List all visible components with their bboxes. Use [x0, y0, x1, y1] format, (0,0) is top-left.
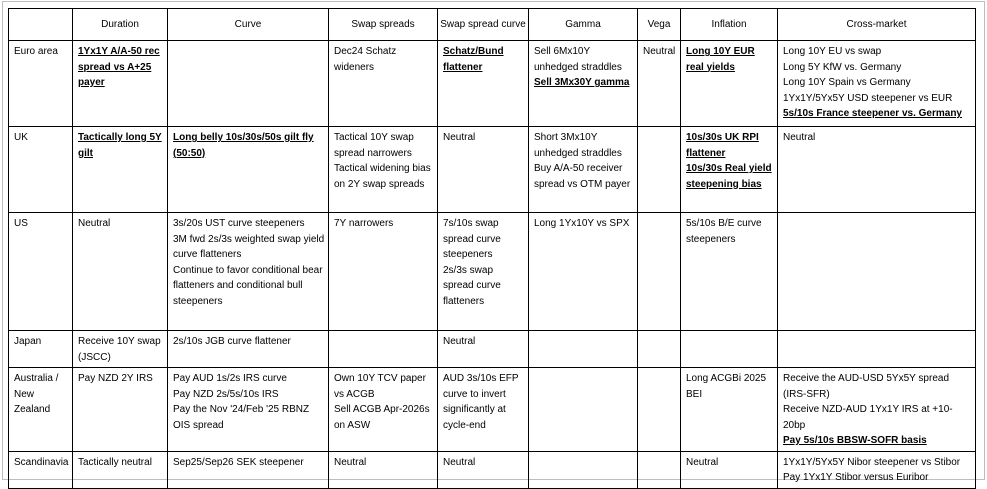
- cell-line: Tactically long 5Y gilt: [78, 132, 162, 159]
- cell-curve: [168, 451, 329, 488]
- cell-curve: [168, 368, 329, 452]
- cell-line: 5s/10s France steepener vs. Germany: [783, 108, 962, 119]
- table-row: [9, 368, 976, 452]
- cell-line: Dec24 Schatz wideners: [334, 46, 397, 73]
- header-row: [9, 9, 976, 41]
- cell-line: Own 10Y TCV paper vs ACGB: [334, 373, 426, 400]
- cell-line: Pay the Nov '24/Feb '25 RBNZ OIS spread: [173, 404, 310, 431]
- cell-line: Long belly 10s/30s/50s gilt fly (50:50): [173, 132, 314, 159]
- cell-cross-market: [778, 213, 976, 331]
- table-row: [9, 41, 976, 127]
- column-header: Swap spreads: [329, 9, 438, 41]
- cell-line: Tactically neutral: [78, 456, 152, 468]
- cell-line: Pay 1Yx1Y Stibor versus Euribor: [783, 472, 929, 483]
- cell-vega: [638, 213, 681, 331]
- cell-duration: [73, 127, 168, 213]
- cell-swap-spread-curve: [438, 41, 529, 127]
- cell-curve: [168, 213, 329, 331]
- cell-line: Sep25/Sep26 SEK steepener: [173, 456, 304, 468]
- cell-duration: [73, 331, 168, 368]
- cell-line: 1Yx1Y A/A-50 rec spread vs A+25 payer: [78, 46, 160, 88]
- column-header: Curve: [168, 9, 329, 41]
- cell-gamma: [529, 127, 638, 213]
- cell-line: Neutral: [78, 218, 111, 229]
- cell-swap-spreads: [329, 368, 438, 452]
- recommendations-table: [8, 8, 976, 489]
- cell-line: 7s/10s swap spread curve steepeners: [443, 218, 501, 260]
- column-header: Cross-market: [778, 9, 976, 41]
- cell-line: Buy A/A-50 receiver spread vs OTM payer: [534, 163, 631, 190]
- cell-gamma: [529, 368, 638, 452]
- cell-line: 1Yx1Y/5Yx5Y USD steepener vs EUR: [783, 92, 953, 104]
- cell-line: Sell 6Mx10Y unhedged straddles: [534, 46, 622, 73]
- cell-inflation: [681, 331, 778, 368]
- region-cell: Japan: [9, 331, 73, 368]
- cell-curve: [168, 127, 329, 213]
- cell-swap-spreads: [329, 127, 438, 213]
- cell-gamma: [529, 331, 638, 368]
- cell-line: Neutral: [334, 456, 367, 468]
- cell-line: Neutral: [443, 336, 476, 347]
- cell-swap-spreads: [329, 331, 438, 368]
- cell-line: Tactical widening bias on 2Y swap spreads: [334, 163, 431, 190]
- table-row: [9, 127, 976, 213]
- cell-line: 2s/3s swap spread curve flatteners: [443, 264, 501, 307]
- cell-line: Pay NZD 2s/5s/10s IRS: [173, 388, 279, 400]
- cell-line: Sell 3Mx30Y gamma: [534, 77, 630, 88]
- cell-line: Short 3Mx10Y unhedged straddles: [534, 132, 622, 159]
- cell-line: Pay AUD 1s/2s IRS curve: [173, 373, 287, 384]
- cell-line: 10s/30s Real yield steepening bias: [686, 163, 772, 190]
- cell-cross-market: [778, 127, 976, 213]
- cell-gamma: [529, 451, 638, 488]
- cell-duration: [73, 213, 168, 331]
- cell-line: 3M fwd 2s/3s weighted swap yield curve flatteners: [173, 233, 325, 260]
- cell-line: Receive 10Y swap (JSCC): [78, 336, 161, 363]
- cell-duration: [73, 368, 168, 452]
- cell-line: 10s/30s UK RPI flattener: [686, 132, 759, 159]
- cell-swap-spread-curve: [438, 451, 529, 488]
- cell-swap-spreads: [329, 451, 438, 488]
- cell-line: Receive NZD-AUD 1Yx1Y IRS at +10-20bp: [783, 404, 953, 431]
- region-cell: Scandinavia: [9, 451, 73, 488]
- cell-line: AUD 3s/10s EFP curve to invert significantly at cycle-end: [443, 373, 519, 431]
- cell-curve: [168, 41, 329, 127]
- cell-inflation: [681, 127, 778, 213]
- cell-swap-spread-curve: [438, 127, 529, 213]
- cell-inflation: [681, 41, 778, 127]
- table-row: [9, 451, 976, 488]
- cell-line: Long 5Y KfW vs. Germany: [783, 61, 902, 73]
- cell-curve: [168, 331, 329, 368]
- column-header: Gamma: [529, 9, 638, 41]
- cell-swap-spread-curve: [438, 368, 529, 452]
- column-header: Duration: [73, 9, 168, 41]
- cell-vega: [638, 127, 681, 213]
- region-cell: UK: [9, 127, 73, 213]
- cell-line: Long 10Y Spain vs Germany: [783, 77, 911, 88]
- cell-line: Tactical 10Y swap spread narrowers: [334, 132, 414, 159]
- cell-line: Long 10Y EUR real yields: [686, 46, 755, 73]
- cell-duration: [73, 451, 168, 488]
- cell-line: Pay 5s/10s BBSW-SOFR basis: [783, 435, 927, 446]
- cell-line: 7Y narrowers: [334, 218, 394, 229]
- cell-cross-market: [778, 368, 976, 452]
- cell-inflation: [681, 368, 778, 452]
- cell-inflation: [681, 451, 778, 488]
- cell-line: Continue to favor conditional bear flatteners and conditional bull steepeners: [173, 264, 323, 307]
- cell-vega: [638, 451, 681, 488]
- cell-line: Long ACGBi 2025 BEI: [686, 373, 767, 400]
- cell-swap-spreads: [329, 41, 438, 127]
- cell-swap-spreads: [329, 213, 438, 331]
- cell-line: Neutral: [443, 456, 476, 468]
- region-column-header: [9, 9, 73, 41]
- cell-duration: [73, 41, 168, 127]
- cell-line: Long 1Yx10Y vs SPX: [534, 218, 630, 229]
- column-header: Inflation: [681, 9, 778, 41]
- cell-line: 2s/10s JGB curve flattener: [173, 336, 291, 347]
- cell-line: Neutral: [686, 456, 719, 468]
- cell-line: Long 10Y EU vs swap: [783, 46, 882, 57]
- region-cell: Australia / New Zealand: [9, 368, 73, 452]
- table-row: [9, 331, 976, 368]
- cell-line: 5s/10s B/E curve steepeners: [686, 218, 762, 245]
- cell-swap-spread-curve: [438, 331, 529, 368]
- cell-line: Schatz/Bund flattener: [443, 46, 504, 73]
- cell-line: 1Yx1Y/5Yx5Y Nibor steepener vs Stibor: [783, 456, 961, 468]
- region-cell: Euro area: [9, 41, 73, 127]
- cell-line: Receive the AUD-USD 5Yx5Y spread (IRS-SFR): [783, 373, 950, 400]
- region-cell: US: [9, 213, 73, 331]
- cell-cross-market: [778, 41, 976, 127]
- cell-inflation: [681, 213, 778, 331]
- cell-line: Neutral: [443, 132, 476, 143]
- cell-gamma: [529, 41, 638, 127]
- cell-line: Neutral: [643, 46, 676, 57]
- cell-cross-market: [778, 331, 976, 368]
- column-header: Swap spread curve: [438, 9, 529, 41]
- cell-line: Sell ACGB Apr-2026s on ASW: [334, 404, 430, 431]
- table-row: [9, 213, 976, 331]
- cell-swap-spread-curve: [438, 213, 529, 331]
- column-header: Vega: [638, 9, 681, 41]
- cell-vega: [638, 331, 681, 368]
- cell-line: Pay NZD 2Y IRS: [78, 373, 153, 384]
- cell-line: 3s/20s UST curve steepeners: [173, 218, 305, 229]
- cell-gamma: [529, 213, 638, 331]
- cell-line: Neutral: [783, 132, 816, 143]
- cell-vega: [638, 368, 681, 452]
- cell-cross-market: [778, 451, 976, 488]
- cell-vega: [638, 41, 681, 127]
